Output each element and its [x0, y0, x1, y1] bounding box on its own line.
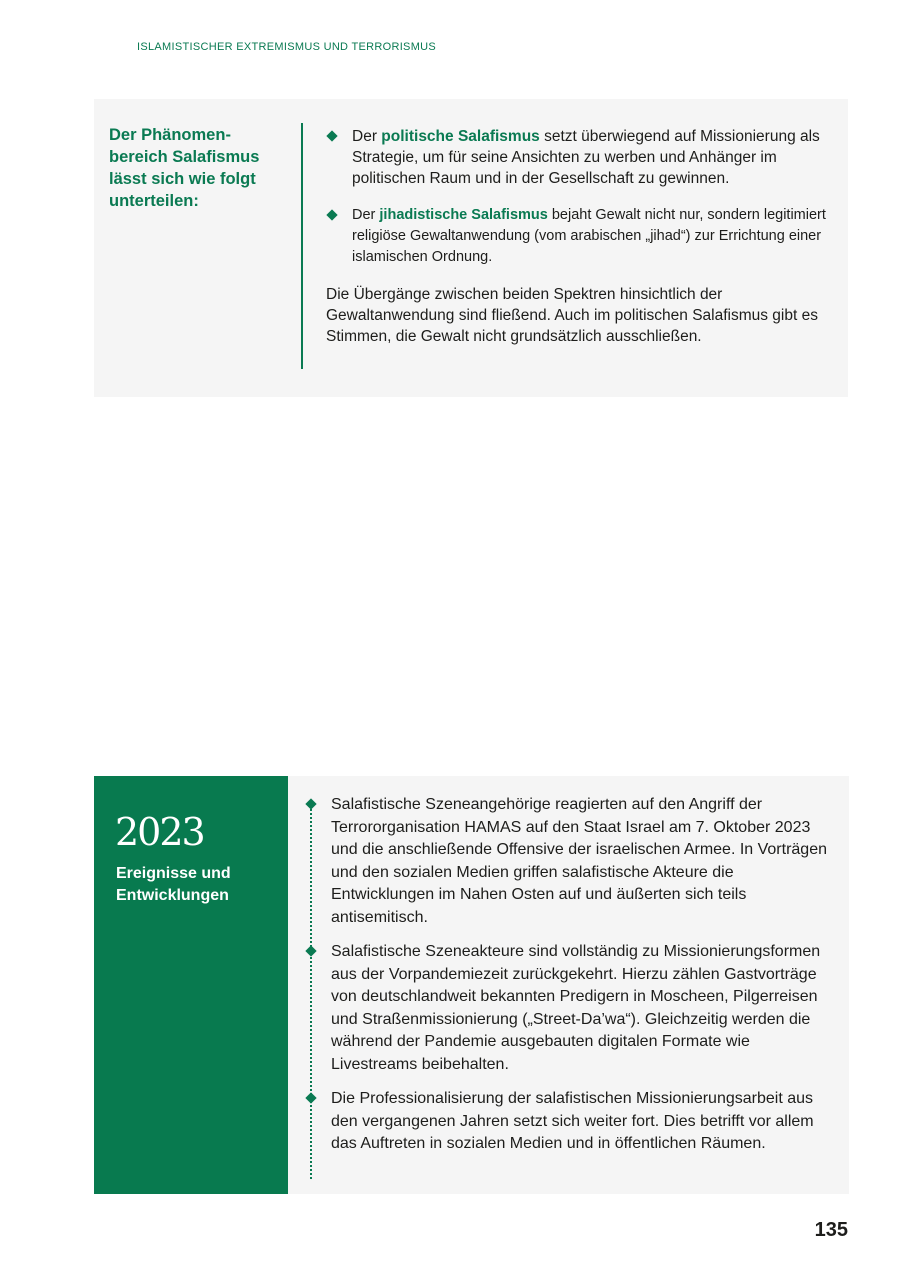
diamond-bullet-icon	[305, 798, 316, 809]
events-list	[305, 794, 835, 1168]
item-highlight: politische Salafismus	[381, 128, 540, 145]
list-item	[305, 794, 835, 929]
item-text: setzt überwiegend auf Missionierung als Strategie, um für seine Ansichten zu werben und Anhänger im politischen Raum und in der Gesellschaft zu gewinnen.	[352, 128, 820, 187]
running-header: ISLAMISTISCHER EXTREMISMUS UND TERRORISMUS	[137, 41, 437, 53]
diamond-bullet-icon	[305, 945, 316, 956]
item-prefix: Der	[352, 207, 380, 223]
list-item	[326, 126, 826, 189]
diamond-bullet-icon	[326, 130, 337, 141]
vertical-divider	[301, 123, 303, 369]
diamond-bullet-icon	[326, 209, 337, 220]
item-text: Salafistische Szeneakteure sind vollständig zu Missionierungsformen aus der Vorpandemiezeit zurückgekehrt. Hierzu zählen Gastvorträge von deutschlandweit bekannten Predigern in Moscheen, Pilgerreisen und Straßenmissionierung („Street-Da’wa“). Gleichzeitig werden die während der Pandemie ausgebauten digitalen Formate wie Livestreams beibehalten.	[331, 943, 821, 1073]
list-item	[326, 205, 826, 268]
list-item	[305, 1088, 835, 1156]
events-2023-box	[94, 776, 849, 1194]
classification-list	[326, 126, 826, 347]
item-text: bejaht Gewalt nicht nur, sondern legitimiert religiöse Gewaltanwendung (vom arabischen „jihad“) zur Errichtung einer islamischen Ordnung.	[352, 207, 826, 265]
item-prefix: Der	[352, 128, 382, 145]
item-highlight: jihadistische Salafismus	[379, 207, 548, 223]
salafism-classification-box	[94, 99, 848, 397]
year-subtitle: Ereignisse und Entwicklungen	[116, 865, 231, 904]
box-heading: Der Phänomen-bereich Salafismus lässt sich wie folgt unterteilen:	[109, 126, 260, 210]
item-text: Salafistische Szeneangehörige reagierten auf den Angriff der Terrororganisation HAMAS auf den Staat Israel am 7. Oktober 2023 und die anschließende Offensive der israelischen Armee. In Vorträgen und den sozialen Medien griffen salafistische Akteure die Entwicklungen im Nahen Osten auf und äußerten sich teils antisemitisch.	[331, 796, 827, 926]
year-sidebar	[94, 776, 288, 1194]
page-number: 135	[814, 1219, 848, 1241]
diamond-bullet-icon	[305, 1092, 316, 1103]
box-paragraph: Die Übergänge zwischen beiden Spektren hinsichtlich der Gewaltanwendung sind fließend. Auch im politischen Salafismus gibt es Stimmen, die Gewalt nicht grundsätzlich ausschließen.	[326, 286, 818, 345]
list-item	[305, 941, 835, 1076]
year-label: 2023	[115, 810, 204, 854]
item-text: Die Professionalisierung der salafistischen Missionierungsarbeit aus den vergangenen Jahren setzt sich weiter fort. Dies betrifft vor allem das Auftreten in sozialen Medien und in öffentlichen Räumen.	[331, 1090, 814, 1152]
